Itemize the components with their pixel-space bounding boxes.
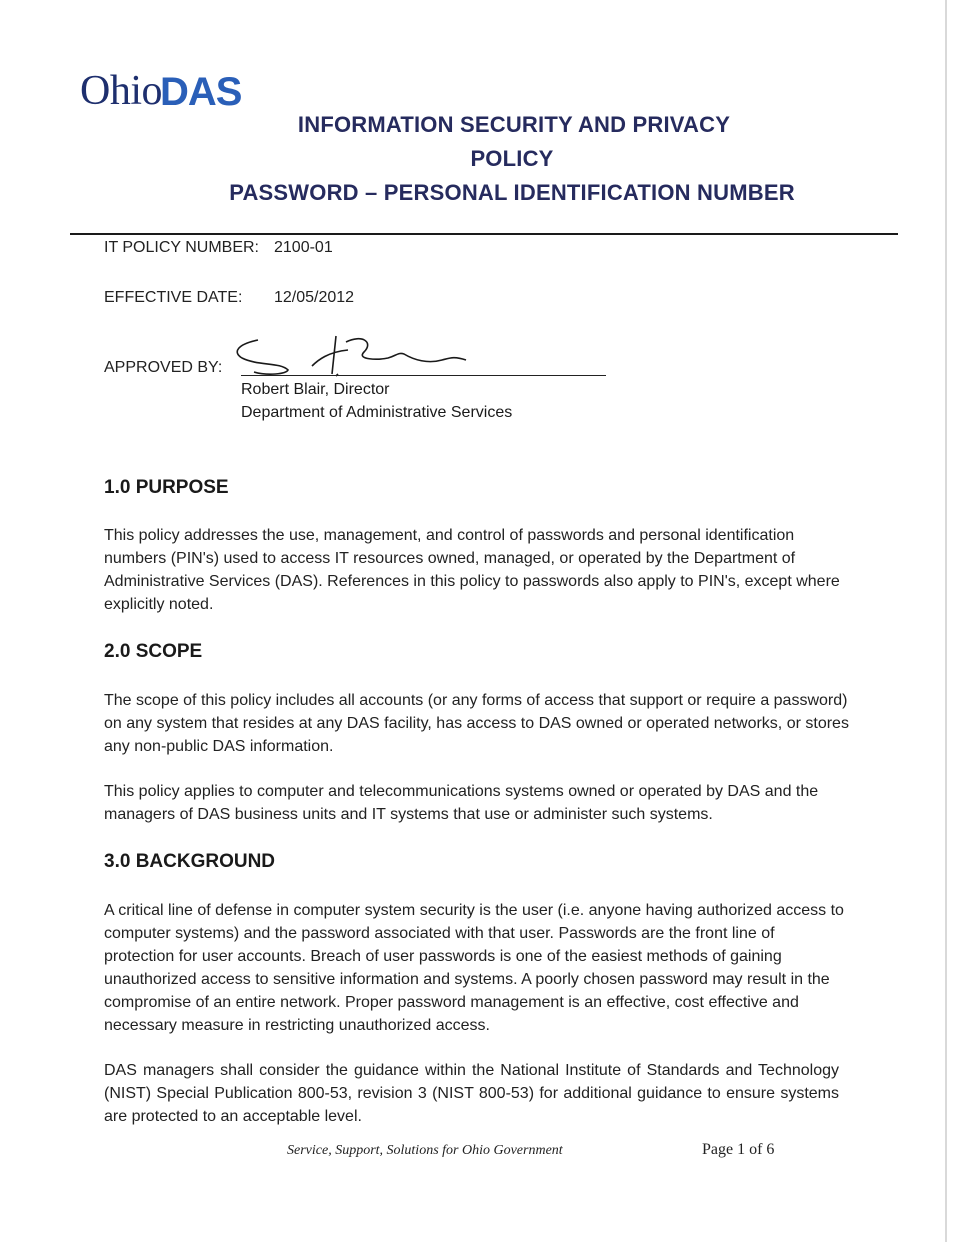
page-number: Page 1 of 6 [702,1141,775,1158]
approver-name: Robert Blair, Director [241,381,390,398]
logo-das-text: DAS [160,70,242,114]
section-heading-purpose: 1.0 PURPOSE [104,477,229,498]
approver-department: Department of Administrative Services [241,404,513,421]
effective-date-value: 12/05/2012 [274,289,355,306]
section-heading-scope: 2.0 SCOPE [104,641,203,662]
logo-ohio-text: Ohio [80,68,162,114]
scope-paragraph-2: This policy applies to computer and telecommunications systems owned or operated by DAS and the managers of DAS business units and IT systems that use or administer such systems. [104,783,819,823]
background-paragraph-1: A critical line of defense in computer system security is the user (i.e. anyone having authorized access to computer systems) and the password associated with that user. Passwords are the front line of protection for user accounts. Breach of user passwords is one of the easiest methods of gaining unauthorized access to sensitive information and systems. A poorly chosen password may result in the compromise of an entire network. Proper password management is an effective, cost effective and necessary measure in restricting unauthorized access. [104,902,844,1034]
effective-date-label: EFFECTIVE DATE: [104,289,243,306]
signature-image [228,330,478,378]
document-title-line2: POLICY [470,146,554,171]
approved-by-label: APPROVED BY: [104,359,223,376]
policy-number-label: IT POLICY NUMBER: [104,239,259,256]
header-divider [70,233,898,235]
document-title-line3: PASSWORD – PERSONAL IDENTIFICATION NUMBER [229,180,795,205]
purpose-paragraph: This policy addresses the use, management, and control of passwords and personal identification numbers (PIN's) used to access IT resources owned, managed, or operated by the Department of Administrative Services (DAS). References in this policy to passwords also apply to PIN's, except where explicitly noted. [104,527,840,613]
policy-number-value: 2100-01 [274,239,333,256]
signature-line [241,375,606,376]
footer-tagline: Service, Support, Solutions for Ohio Government [287,1143,563,1158]
scope-paragraph-1: The scope of this policy includes all accounts (or any forms of access that support or require a password) on any system that resides at any DAS facility, has access to DAS owned or operated networks, or stores any non-public DAS information. [104,692,849,755]
document-title-line1: INFORMATION SECURITY AND PRIVACY [297,112,731,137]
ohio-das-logo [80,64,241,112]
section-heading-background: 3.0 BACKGROUND [104,851,276,872]
background-paragraph-2: DAS managers shall consider the guidance within the National Institute of Standards and Technology (NIST) Special Publication 800-53, revision 3 (NIST 800-53) for additional guidance to ensure systems are protected to an acceptable level. [104,1062,839,1125]
